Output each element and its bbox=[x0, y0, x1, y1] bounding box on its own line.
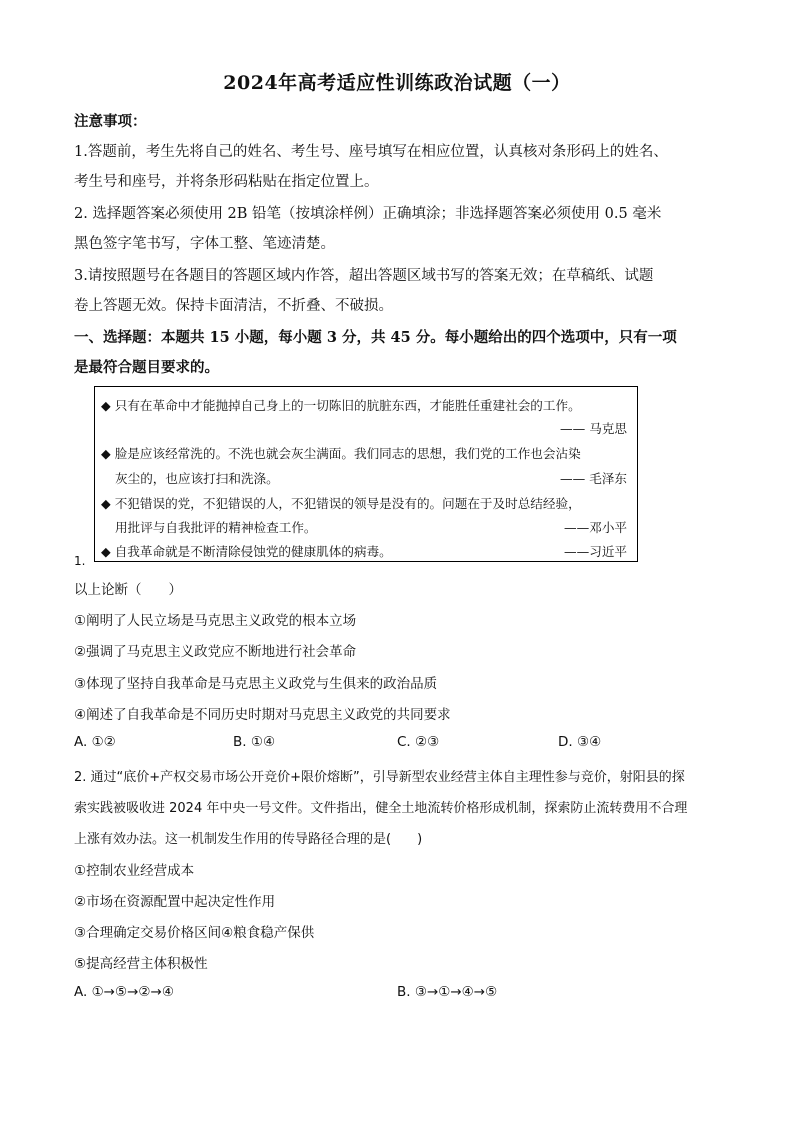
notes-line-2: 考生号和座号，并将条形码粘贴在指定位置上。 bbox=[74, 174, 379, 190]
q1-option-d[interactable]: D. ③④ bbox=[558, 734, 602, 750]
q1-item-2: ②强调了马克思主义政党应不断地进行社会革命 bbox=[74, 644, 357, 660]
q2-stem-line-1: 2. 通过“底价+产权交易市场公开竞价+限价熔断”，引导新型农业经营主体自主理性参与竞价，射阳县的探 bbox=[74, 770, 685, 785]
q2-stem-line-2: 索实践被吸收进 2024 年中央一号文件。文件指出，健全土地流转价格形成机制，探索防止流转费用不合理 bbox=[74, 801, 688, 816]
q1-item-3: ③体现了坚持自我革命是马克思主义政党与生俱来的政治品质 bbox=[74, 676, 438, 692]
q2-item-1: ①控制农业经营成本 bbox=[74, 863, 195, 879]
quote-1-author: —— 马克思 bbox=[560, 421, 627, 436]
q1-number: 1. bbox=[74, 554, 86, 568]
quote-2-line-2: 灰尘的，也应该打扫和洗涤。 bbox=[115, 471, 279, 486]
quote-box bbox=[94, 386, 638, 562]
q1-item-4: ④阐述了自我革命是不同历史时期对马克思主义政党的共同要求 bbox=[74, 707, 451, 723]
quote-3-line-2: 用批评与自我批评的精神检查工作。 bbox=[115, 520, 317, 535]
q1-stem: 以上论断（ ） bbox=[74, 582, 182, 598]
quote-2-author: —— 毛泽东 bbox=[560, 471, 627, 486]
q2-item-4: ⑤提高经营主体积极性 bbox=[74, 956, 208, 972]
quote-3-line-1: ◆ 不犯错误的党，不犯错误的人，不犯错误的领导是没有的。问题在于及时总结经验， bbox=[101, 496, 581, 511]
quote-4-author: ——习近平 bbox=[564, 544, 627, 559]
quote-3-author: ——邓小平 bbox=[564, 520, 627, 535]
notes-line-5: 3.请按照题号在各题目的答题区域内作答，超出答题区域书写的答案无效；在草稿纸、试题 bbox=[74, 268, 654, 284]
notes-line-1: 1.答题前，考生先将自己的姓名、考生号、座号填写在相应位置，认真核对条形码上的姓名、 bbox=[74, 144, 668, 160]
quote-4-line-1: ◆ 自我革命就是不断清除侵蚀党的健康肌体的病毒。 bbox=[101, 544, 392, 559]
notes-line-6: 卷上答题无效。保持卡面清洁，不折叠、不破损。 bbox=[74, 298, 393, 314]
q1-item-1: ①阐明了人民立场是马克思主义政党的根本立场 bbox=[74, 613, 357, 629]
quote-2-line-1: ◆ 脸是应该经常洗的。不洗也就会灰尘满面。我们同志的思想，我们党的工作也会沾染 bbox=[101, 446, 581, 461]
q1-option-b[interactable]: B. ①④ bbox=[233, 734, 276, 750]
q1-option-c[interactable]: C. ②③ bbox=[397, 734, 440, 750]
section-heading-line-1: 一、选择题：本题共 15 小题，每小题 3 分，共 45 分。每小题给出的四个选项中，只有一项 bbox=[74, 329, 677, 346]
section-heading-line-2: 是最符合题目要求的。 bbox=[74, 359, 219, 376]
q2-option-b[interactable]: B. ③→①→④→⑤ bbox=[397, 984, 498, 1000]
page-title: 2024年高考适应性训练政治试题（一） bbox=[223, 72, 571, 94]
q2-item-3: ③合理确定交易价格区间④粮食稳产保供 bbox=[74, 925, 315, 941]
notes-line-3: 2. 选择题答案必须使用 2B 铅笔（按填涂样例）正确填涂；非选择题答案必须使用 0.5 毫米 bbox=[74, 206, 662, 222]
notes-heading: 注意事项： bbox=[74, 113, 147, 130]
q1-option-a[interactable]: A. ①② bbox=[74, 734, 116, 750]
notes-line-4: 黑色签字笔书写，字体工整、笔迹清楚。 bbox=[74, 236, 335, 252]
q2-item-2: ②市场在资源配置中起决定性作用 bbox=[74, 894, 276, 910]
q2-option-a[interactable]: A. ①→⑤→②→④ bbox=[74, 984, 174, 1000]
quote-1-line-1: ◆ 只有在革命中才能抛掉自己身上的一切陈旧的肮脏东西，才能胜任重建社会的工作。 bbox=[101, 398, 581, 413]
q2-stem-line-3: 上涨有效办法。这一机制发生作用的传导路径合理的是( ) bbox=[74, 832, 423, 847]
